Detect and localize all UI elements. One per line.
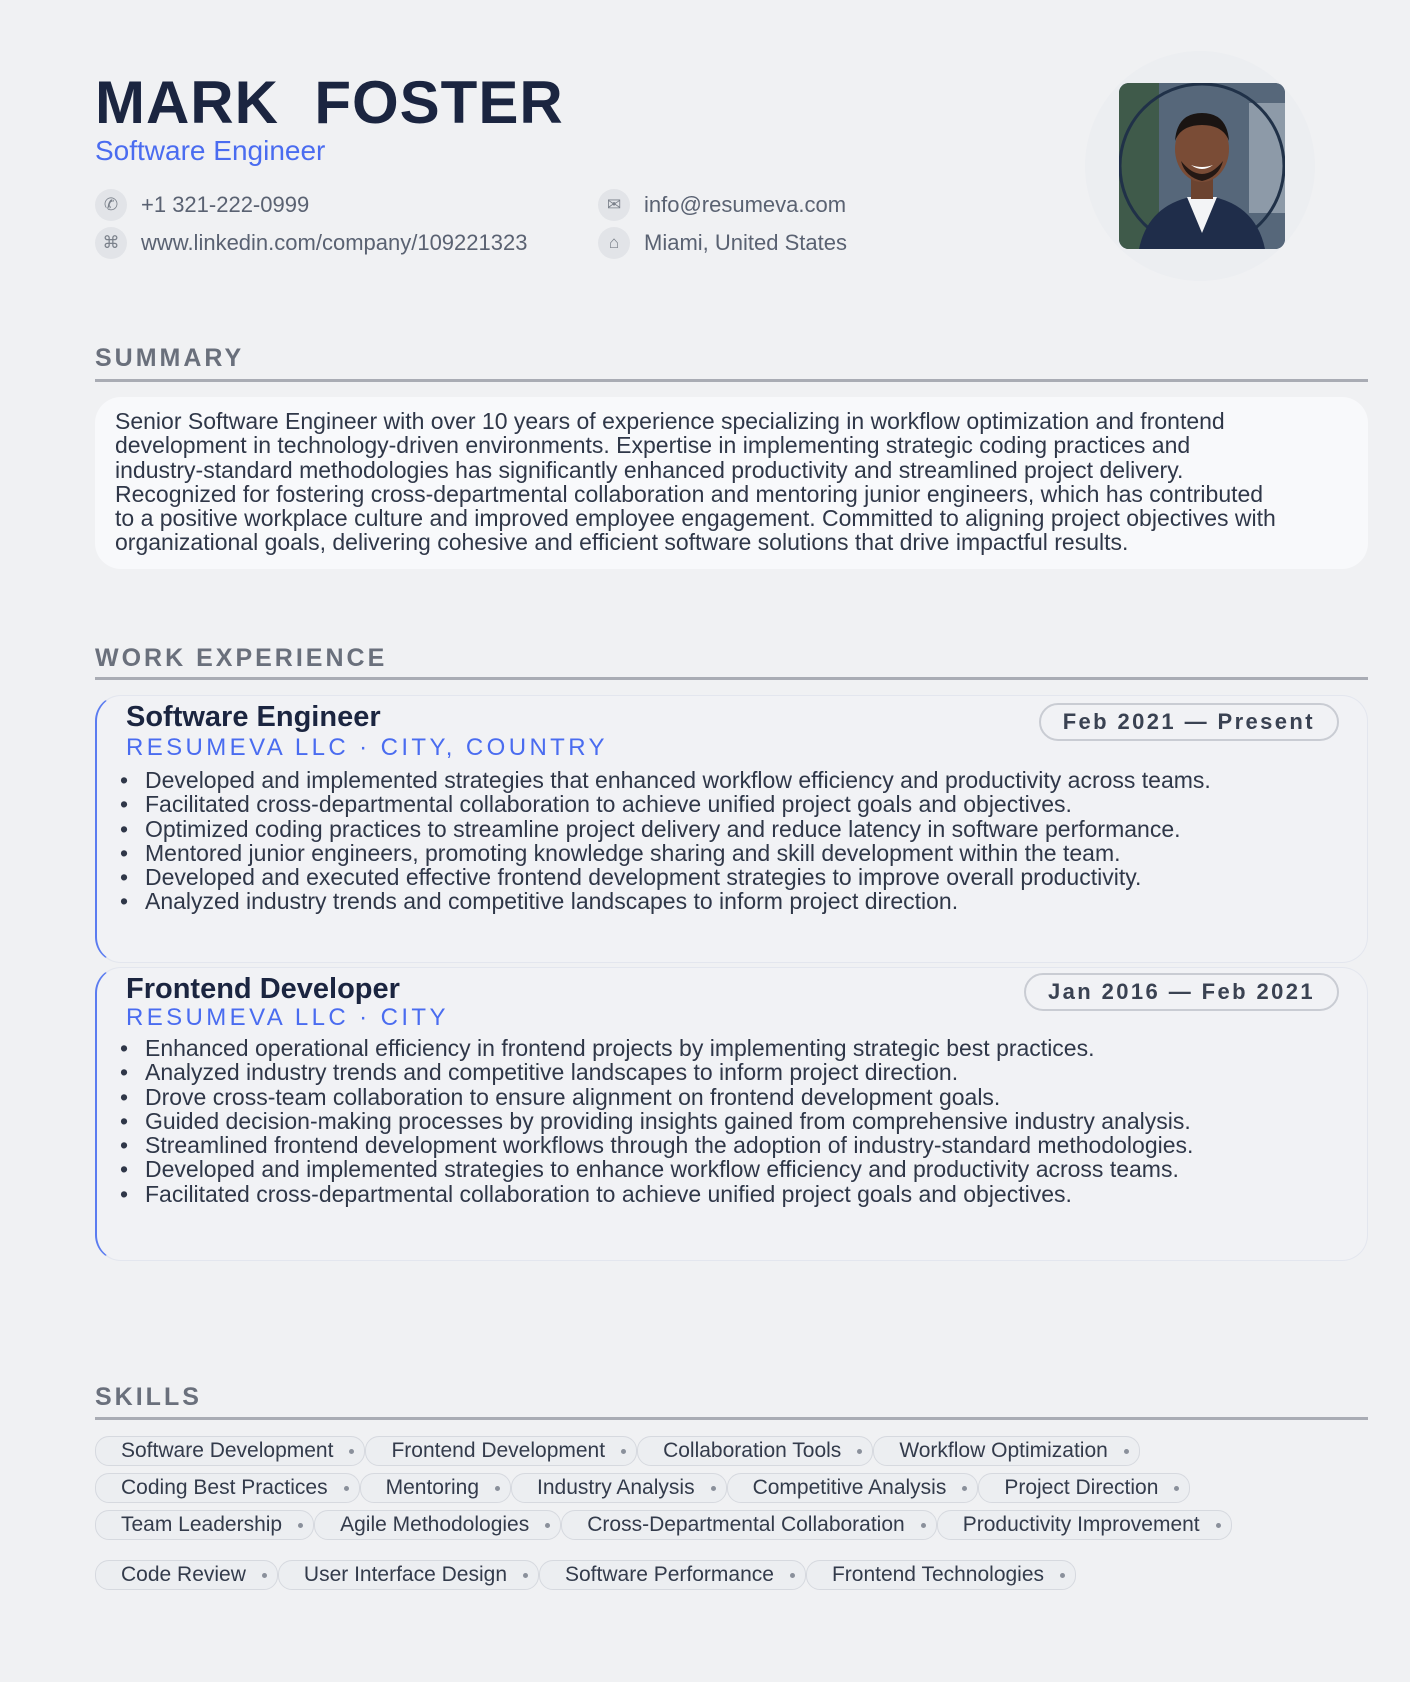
job-entry	[95, 967, 1368, 1261]
job-bullets	[117, 1036, 1193, 1206]
link-icon: ⌘	[95, 227, 127, 259]
job-bullet: • Developed and implemented strategies to enhance workflow efficiency and productivity across teams.	[117, 1157, 1193, 1181]
summary-heading: SUMMARY	[95, 344, 245, 372]
job-title: Software Engineer	[126, 701, 381, 733]
job-bullet: • Developed and implemented strategies that enhanced workflow efficiency and productivity across teams.	[117, 768, 1211, 792]
job-bullet: • Streamlined frontend development workflows through the adoption of industry-standard methodologies.	[117, 1133, 1193, 1157]
summary-line: to a positive workplace culture and improved employee engagement. Committed to aligning project objectives with	[115, 505, 1276, 532]
skill-tag	[314, 1510, 561, 1540]
skill-label: Workflow Optimization	[899, 1439, 1108, 1462]
summary-box	[95, 397, 1368, 569]
profile-photo	[1119, 83, 1285, 249]
bullet-dot-icon	[344, 1486, 349, 1491]
bullet-dot-icon	[545, 1523, 550, 1528]
skill-tag	[873, 1436, 1140, 1466]
bullet-dot-icon	[1124, 1449, 1129, 1454]
bullet-dot-icon	[262, 1573, 267, 1578]
job-dates: Jan 2016 — Feb 2021	[1024, 973, 1339, 1011]
skill-tag	[727, 1473, 979, 1503]
skill-tag	[95, 1560, 278, 1590]
skill-tag	[511, 1473, 727, 1503]
experience-heading: WORK EXPERIENCE	[95, 644, 388, 672]
job-bullet: • Guided decision-making processes by providing insights gained from comprehensive industry analysis.	[117, 1109, 1193, 1133]
skill-label: Mentoring	[385, 1476, 479, 1499]
bullet-dot-icon	[523, 1573, 528, 1578]
job-bullet: • Optimized coding practices to streamline project delivery and reduce latency in software performance.	[117, 817, 1211, 841]
job-bullet: • Enhanced operational efficiency in frontend projects by implementing strategic best practices.	[117, 1036, 1193, 1060]
bullet-dot-icon	[790, 1573, 795, 1578]
job-bullet: • Analyzed industry trends and competitive landscapes to inform project direction.	[117, 889, 1211, 913]
skill-tag	[978, 1473, 1190, 1503]
skills-row	[95, 1436, 1140, 1466]
skills-divider	[95, 1417, 1368, 1420]
bullet-dot-icon	[298, 1523, 303, 1528]
first-name: MARK	[95, 69, 279, 136]
bullet-dot-icon	[495, 1486, 500, 1491]
bullet-dot-icon	[621, 1449, 626, 1454]
contact-location	[598, 227, 847, 259]
skill-label: Productivity Improvement	[962, 1513, 1200, 1536]
job-title-header: Software Engineer	[95, 135, 326, 166]
job-bullet: • Mentored junior engineers, promoting knowledge sharing and skill development within the team.	[117, 841, 1211, 865]
skill-tag	[539, 1560, 806, 1590]
skill-label: Software Development	[121, 1439, 334, 1462]
bullet-dot-icon	[962, 1486, 967, 1491]
summary-line: Senior Software Engineer with over 10 years of experience specializing in workflow optimization and frontend	[115, 408, 1225, 434]
skill-label: Team Leadership	[121, 1513, 283, 1536]
summary-line: Recognized for fostering cross-departmental collaboration and mentoring junior engineers, which has contributed	[115, 480, 1264, 507]
bullet-dot-icon	[1216, 1523, 1221, 1528]
skill-tag	[278, 1560, 539, 1590]
skills-row	[95, 1560, 1076, 1590]
skill-tag	[937, 1510, 1232, 1540]
skill-tag	[95, 1510, 314, 1540]
summary-divider	[95, 379, 1368, 382]
skill-label: Code Review	[121, 1563, 246, 1586]
job-bullet: • Drove cross-team collaboration to ensure alignment on frontend development goals.	[117, 1085, 1193, 1109]
job-bullet: • Facilitated cross-departmental collaboration to achieve unified project goals and objectives.	[117, 1182, 1193, 1206]
profile-photo-illustration	[1119, 83, 1285, 249]
bullet-dot-icon	[711, 1486, 716, 1491]
job-title: Frontend Developer	[126, 973, 400, 1005]
skill-label: Project Direction	[1004, 1476, 1159, 1499]
job-entry	[95, 695, 1368, 963]
summary-line: development in technology-driven environments. Expertise in implementing strategic coding practices and	[115, 432, 1191, 459]
job-bullets	[117, 768, 1211, 914]
last-name: FOSTER	[314, 69, 564, 136]
skill-label: Frontend Technologies	[831, 1563, 1045, 1586]
skill-label: Frontend Development	[391, 1439, 606, 1462]
skill-tag	[561, 1510, 936, 1540]
summary-line: organizational goals, delivering cohesive and efficient software solutions that drive impactful results.	[115, 529, 1129, 556]
skill-label: Cross-Departmental Collaboration	[587, 1513, 905, 1536]
location-text: Miami, United States	[644, 230, 847, 255]
phone-text: +1 321-222-0999	[141, 192, 310, 217]
skill-label: Competitive Analysis	[752, 1476, 947, 1499]
bullet-dot-icon	[857, 1449, 862, 1454]
skill-label: Software Performance	[565, 1563, 774, 1586]
skill-label: Coding Best Practices	[121, 1476, 328, 1499]
skill-tag	[637, 1436, 873, 1466]
job-bullet: • Developed and executed effective frontend development strategies to improve overall productivity.	[117, 865, 1211, 889]
skill-label: Collaboration Tools	[663, 1439, 842, 1462]
job-bullet: • Analyzed industry trends and competitive landscapes to inform project direction.	[117, 1060, 1193, 1084]
skill-tag	[806, 1560, 1076, 1590]
phone-icon: ✆	[95, 189, 127, 221]
email-text: info@resumeva.com	[644, 192, 847, 217]
bullet-dot-icon	[349, 1449, 354, 1454]
linkedin-text: www.linkedin.com/company/109221323	[141, 230, 528, 255]
full-name	[95, 68, 564, 138]
skills-row	[95, 1510, 1232, 1540]
skill-label: User Interface Design	[303, 1563, 507, 1586]
experience-divider	[95, 677, 1368, 680]
job-company: RESUMEVA LLC · CITY	[126, 1004, 449, 1031]
contact-phone[interactable]	[95, 189, 309, 221]
bullet-dot-icon	[921, 1523, 926, 1528]
summary-line: industry-standard methodologies has significantly enhanced productivity and streamlined project delivery.	[115, 456, 1184, 483]
skill-label: Agile Methodologies	[340, 1513, 530, 1536]
bullet-dot-icon	[1174, 1486, 1179, 1491]
skill-tag	[360, 1473, 511, 1503]
job-company: RESUMEVA LLC · CITY, COUNTRY	[126, 734, 608, 761]
skills-row	[95, 1473, 1190, 1503]
skills-heading: SKILLS	[95, 1383, 202, 1411]
job-bullet: • Facilitated cross-departmental collaboration to achieve unified project goals and objectives.	[117, 792, 1211, 816]
skill-tag	[365, 1436, 637, 1466]
skill-tag	[95, 1473, 360, 1503]
job-dates: Feb 2021 — Present	[1039, 703, 1339, 741]
skill-tag	[95, 1436, 365, 1466]
location-icon: ⌂	[598, 227, 630, 259]
skill-label: Industry Analysis	[537, 1476, 695, 1499]
bullet-dot-icon	[1060, 1573, 1065, 1578]
contact-linkedin[interactable]	[95, 227, 527, 259]
mail-icon: ✉	[598, 189, 630, 221]
contact-email[interactable]	[598, 189, 846, 221]
